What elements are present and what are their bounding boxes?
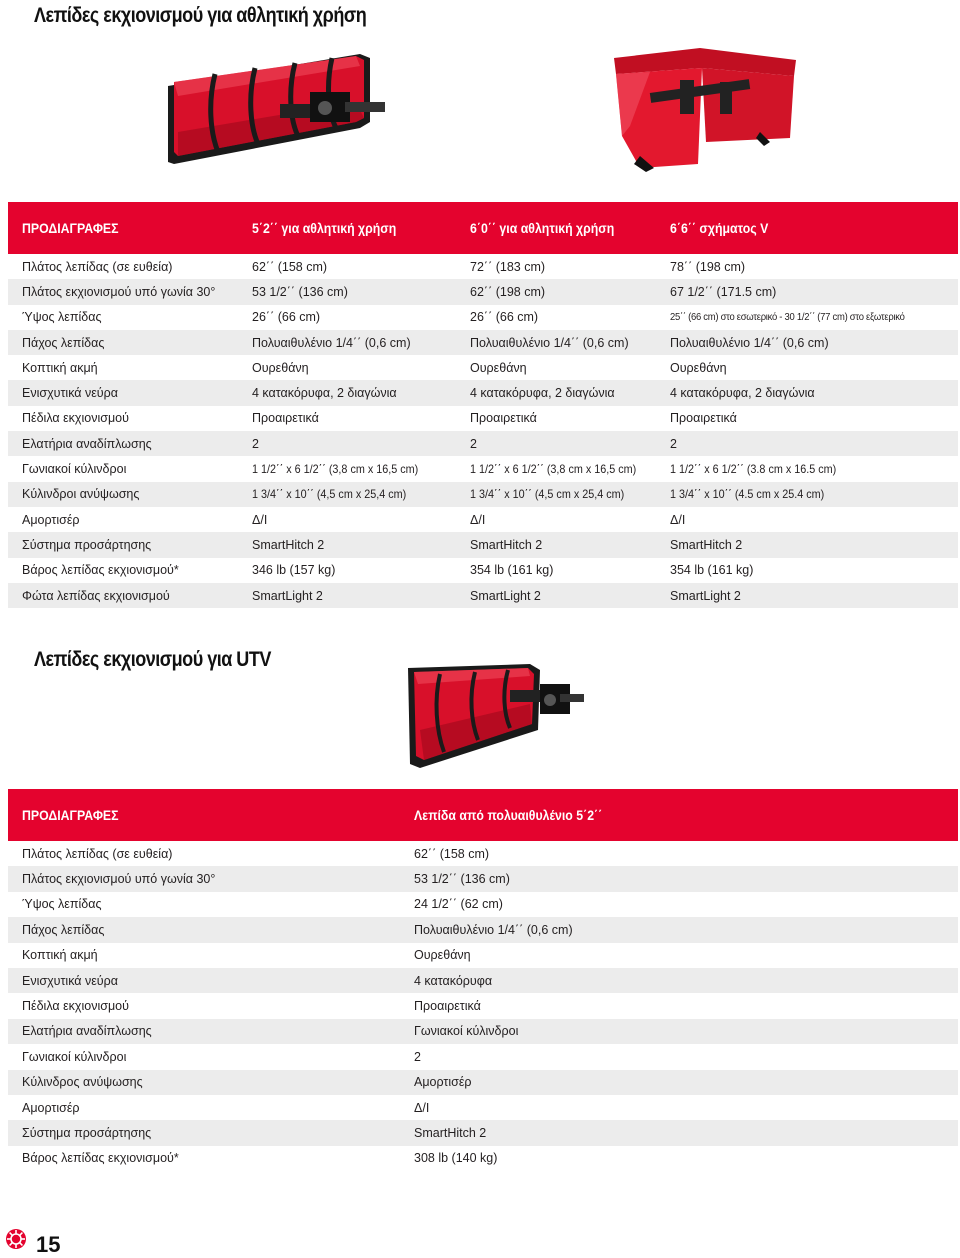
- table-header-row: [8, 789, 958, 841]
- table-cell: SmartLight 2: [456, 583, 656, 608]
- table-cell: 354 lb (161 kg): [456, 558, 656, 583]
- table-header-row: [8, 202, 958, 254]
- table-cell: Πλάτος εκχιονισμού υπό γωνία 30°: [8, 279, 238, 304]
- header-specs: ΠΡΟΔΙΑΓΡΑΦΕΣ: [8, 789, 400, 841]
- table-cell: Αμορτισέρ: [8, 1095, 400, 1120]
- table-cell: SmartHitch 2: [238, 532, 456, 557]
- table-cell: Κύλινδρος ανύψωσης: [8, 1070, 400, 1095]
- table-cell: Πλάτος λεπίδας (σε ευθεία): [8, 841, 400, 866]
- table-row: [8, 482, 958, 507]
- table-cell: Ουρεθάνη: [656, 355, 958, 380]
- table-row: [8, 1070, 958, 1095]
- table-row: [8, 532, 958, 557]
- table-cell: SmartHitch 2: [456, 532, 656, 557]
- table-cell: 53 1/2΄΄ (136 cm): [400, 866, 958, 891]
- table-cell: Ύψος λεπίδας: [8, 892, 400, 917]
- table-cell: Προαιρετικά: [656, 406, 958, 431]
- table-cell: Κοπτική ακμή: [8, 355, 238, 380]
- table-cell: 67 1/2΄΄ (171.5 cm): [656, 279, 958, 304]
- table-row: [8, 1019, 958, 1044]
- table-cell: SmartHitch 2: [400, 1120, 958, 1145]
- table-cell: 72΄΄ (183 cm): [456, 254, 656, 279]
- table-cell: Προαιρετικά: [238, 406, 456, 431]
- section-title-sport: Λεπίδες εκχιονισμού για αθλητική χρήση: [34, 4, 367, 27]
- sport-plow-spec-table: [8, 202, 958, 608]
- table-row: [8, 279, 958, 304]
- table-cell: Προαιρετικά: [456, 406, 656, 431]
- table-cell: Αμορτισέρ: [400, 1070, 958, 1095]
- table-cell: Δ/Ι: [400, 1095, 958, 1120]
- table-cell: 62΄΄ (158 cm): [400, 841, 958, 866]
- table-cell: 26΄΄ (66 cm): [456, 305, 656, 330]
- table-cell: Πάχος λεπίδας: [8, 330, 238, 355]
- table-cell: SmartLight 2: [656, 583, 958, 608]
- table-cell: SmartHitch 2: [656, 532, 958, 557]
- table-cell: 2: [456, 431, 656, 456]
- table-cell: 26΄΄ (66 cm): [238, 305, 456, 330]
- table-row: [8, 330, 958, 355]
- header-5-2-sport: 5΄2΄΄ για αθλητική χρήση: [238, 202, 456, 254]
- table-cell: Δ/Ι: [238, 507, 456, 532]
- table-row: [8, 456, 958, 481]
- header-specs: ΠΡΟΔΙΑΓΡΑΦΕΣ: [8, 202, 238, 254]
- table-row: [8, 406, 958, 431]
- table-row: [8, 841, 958, 866]
- table-cell: Πολυαιθυλένιο 1/4΄΄ (0,6 cm): [400, 917, 958, 942]
- table-cell: 24 1/2΄΄ (62 cm): [400, 892, 958, 917]
- table-cell: Κοπτική ακμή: [8, 943, 400, 968]
- table-row: [8, 1120, 958, 1145]
- table-cell: 2: [656, 431, 958, 456]
- table-row: [8, 583, 958, 608]
- table-cell: Πέδιλα εκχιονισμού: [8, 993, 400, 1018]
- table-cell: Γωνιακοί κύλινδροι: [8, 1044, 400, 1069]
- table-cell: 1 1/2΄΄ x 6 1/2΄΄ (3,8 cm x 16,5 cm): [238, 456, 456, 481]
- table-cell: 2: [238, 431, 456, 456]
- table-row: [8, 993, 958, 1018]
- table-cell: 62΄΄ (198 cm): [456, 279, 656, 304]
- table-cell: Βάρος λεπίδας εκχιονισμού*: [8, 1146, 400, 1171]
- table-cell: 1 3/4΄΄ x 10΄΄ (4,5 cm x 25,4 cm): [238, 482, 456, 507]
- table-cell: Ενισχυτικά νεύρα: [8, 380, 238, 405]
- v-shaped-snow-plow-blade-image: [610, 46, 800, 174]
- snowflake-gear-icon: [5, 1228, 27, 1250]
- table-row: [8, 1146, 958, 1171]
- table-cell: Πολυαιθυλένιο 1/4΄΄ (0,6 cm): [456, 330, 656, 355]
- table-row: [8, 1044, 958, 1069]
- header-6-6-v: 6΄6΄΄ σχήματος V: [656, 202, 958, 254]
- table-cell: Κύλινδροι ανύψωσης: [8, 482, 238, 507]
- table-cell: Ενισχυτικά νεύρα: [8, 968, 400, 993]
- header-poly-blade-5-2: Λεπίδα από πολυαιθυλένιο 5΄2΄΄: [400, 789, 958, 841]
- straight-snow-plow-blade-image: [160, 52, 390, 170]
- table-cell: Σύστημα προσάρτησης: [8, 532, 238, 557]
- table-cell: Ουρεθάνη: [400, 943, 958, 968]
- table-cell: 25΄΄ (66 cm) στο εσωτερικό - 30 1/2΄΄ (77 cm) στο εξωτερικό: [656, 305, 958, 330]
- table-cell: SmartLight 2: [238, 583, 456, 608]
- table-row: [8, 1095, 958, 1120]
- table-cell: Δ/Ι: [456, 507, 656, 532]
- table-cell: 308 lb (140 kg): [400, 1146, 958, 1171]
- table-cell: Ύψος λεπίδας: [8, 305, 238, 330]
- table-cell: Πλάτος εκχιονισμού υπό γωνία 30°: [8, 866, 400, 891]
- table-cell: 354 lb (161 kg): [656, 558, 958, 583]
- table-cell: Φώτα λεπίδας εκχιονισμού: [8, 583, 238, 608]
- table-cell: 4 κατακόρυφα, 2 διαγώνια: [238, 380, 456, 405]
- table-cell: Ουρεθάνη: [238, 355, 456, 380]
- table-row: [8, 968, 958, 993]
- table-cell: Πλάτος λεπίδας (σε ευθεία): [8, 254, 238, 279]
- table-row: [8, 380, 958, 405]
- page-number: 15: [36, 1232, 61, 1257]
- table-cell: 1 3/4΄΄ x 10΄΄ (4,5 cm x 25,4 cm): [456, 482, 656, 507]
- table-row: [8, 943, 958, 968]
- table-row: [8, 866, 958, 891]
- section-title-utv: Λεπίδες εκχιονισμού για UTV: [34, 648, 271, 671]
- table-cell: Προαιρετικά: [400, 993, 958, 1018]
- table-cell: Σύστημα προσάρτησης: [8, 1120, 400, 1145]
- table-row: [8, 431, 958, 456]
- table-cell: 1 1/2΄΄ x 6 1/2΄΄ (3,8 cm x 16,5 cm): [456, 456, 656, 481]
- header-6-0-sport: 6΄0΄΄ για αθλητική χρήση: [456, 202, 656, 254]
- table-row: [8, 305, 958, 330]
- table-cell: Γωνιακοί κύλινδροι: [400, 1019, 958, 1044]
- table-cell: Πέδιλα εκχιονισμού: [8, 406, 238, 431]
- table-cell: 4 κατακόρυφα, 2 διαγώνια: [456, 380, 656, 405]
- utv-plow-spec-table: [8, 789, 958, 1171]
- table-cell: 1 1/2΄΄ x 6 1/2΄΄ (3.8 cm x 16.5 cm): [656, 456, 958, 481]
- table-cell: 1 3/4΄΄ x 10΄΄ (4.5 cm x 25.4 cm): [656, 482, 958, 507]
- table-cell: 53 1/2΄΄ (136 cm): [238, 279, 456, 304]
- table-cell: Ουρεθάνη: [456, 355, 656, 380]
- table-cell: 4 κατακόρυφα, 2 διαγώνια: [656, 380, 958, 405]
- table-cell: Βάρος λεπίδας εκχιονισμού*: [8, 558, 238, 583]
- table-cell: 4 κατακόρυφα: [400, 968, 958, 993]
- table-row: [8, 254, 958, 279]
- table-row: [8, 558, 958, 583]
- table-row: [8, 507, 958, 532]
- table-cell: 346 lb (157 kg): [238, 558, 456, 583]
- table-cell: Πάχος λεπίδας: [8, 917, 400, 942]
- table-cell: Αμορτισέρ: [8, 507, 238, 532]
- table-row: [8, 892, 958, 917]
- table-cell: Πολυαιθυλένιο 1/4΄΄ (0,6 cm): [656, 330, 958, 355]
- table-cell: Πολυαιθυλένιο 1/4΄΄ (0,6 cm): [238, 330, 456, 355]
- table-cell: Ελατήρια αναδίπλωσης: [8, 1019, 400, 1044]
- table-cell: 62΄΄ (158 cm): [238, 254, 456, 279]
- table-cell: Ελατήρια αναδίπλωσης: [8, 431, 238, 456]
- table-cell: Γωνιακοί κύλινδροι: [8, 456, 238, 481]
- table-cell: 2: [400, 1044, 958, 1069]
- table-row: [8, 355, 958, 380]
- utv-snow-plow-blade-image: [400, 660, 585, 772]
- table-cell: Δ/Ι: [656, 507, 958, 532]
- table-row: [8, 917, 958, 942]
- table-cell: 78΄΄ (198 cm): [656, 254, 958, 279]
